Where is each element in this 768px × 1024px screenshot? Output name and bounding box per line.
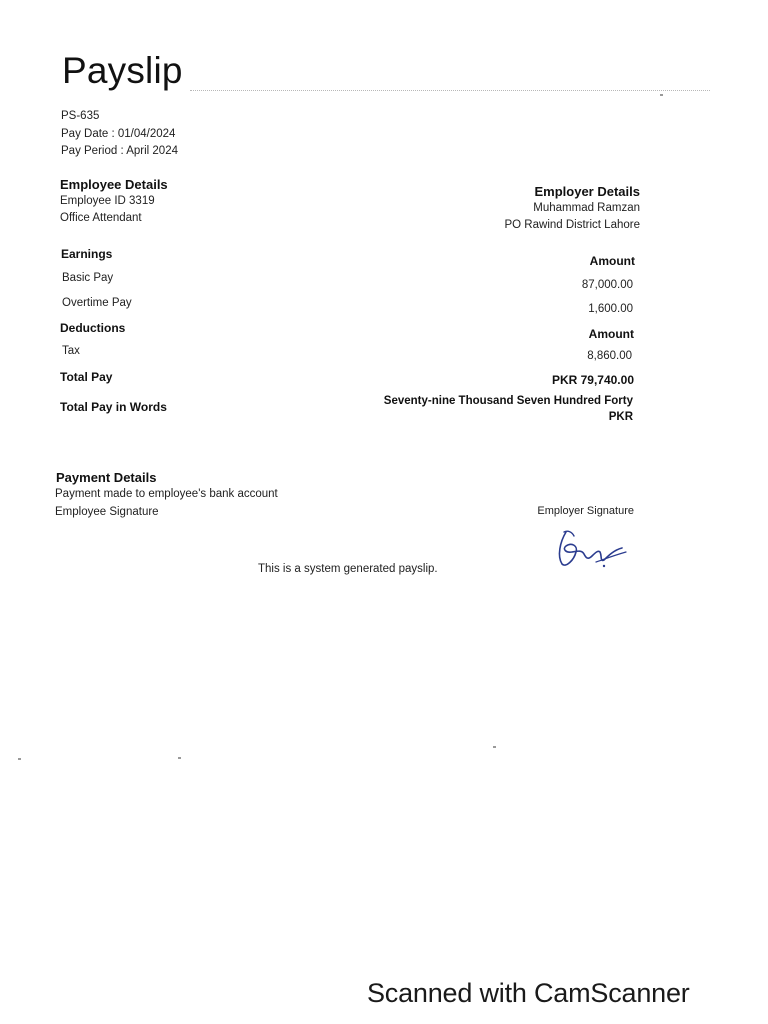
- total-pay-label: Total Pay: [60, 370, 113, 384]
- scan-speck: [660, 94, 663, 96]
- employee-details-heading: Employee Details: [60, 177, 168, 192]
- employer-signature-mark: [552, 522, 632, 572]
- payment-details-heading: Payment Details: [56, 470, 157, 485]
- employer-address: PO Rawind District Lahore: [504, 219, 640, 231]
- system-generated-note: This is a system generated payslip.: [258, 563, 438, 575]
- earning-amount-basic-pay: 87,000.00: [581, 279, 633, 291]
- total-pay-words-line1: Seventy-nine Thousand Seven Hundred Forty: [383, 395, 633, 407]
- scan-speck: [178, 757, 181, 759]
- scan-speck: [18, 758, 21, 760]
- title-divider: [190, 90, 710, 91]
- employer-signature-label: Employer Signature: [537, 505, 634, 517]
- earnings-heading: Earnings: [61, 247, 113, 261]
- total-pay-value: PKR 79,740.00: [551, 373, 634, 387]
- camscanner-watermark: Scanned with CamScanner: [367, 978, 690, 1008]
- total-pay-words-line2: PKR: [608, 411, 633, 423]
- deduction-label-tax: Tax: [62, 345, 80, 357]
- earning-amount-overtime-pay: 1,600.00: [588, 303, 633, 315]
- total-pay-words-label: Total Pay in Words: [60, 400, 167, 414]
- earning-label-overtime-pay: Overtime Pay: [62, 297, 132, 309]
- pay-date: Pay Date : 01/04/2024: [61, 128, 176, 140]
- payslip-id: PS-635: [61, 110, 100, 122]
- employee-id: Employee ID 3319: [60, 195, 155, 207]
- page-title: Payslip: [62, 50, 183, 91]
- employer-name: Muhammad Ramzan: [533, 202, 640, 214]
- deduction-amount-tax: 8,860.00: [587, 350, 632, 362]
- payment-method-text: Payment made to employee's bank account: [55, 488, 278, 500]
- employee-position: Office Attendant: [60, 212, 142, 224]
- scan-speck: [493, 746, 496, 748]
- employer-details-heading: Employer Details: [534, 184, 640, 199]
- pay-period: Pay Period : April 2024: [61, 145, 178, 157]
- deductions-amount-heading: Amount: [588, 327, 634, 341]
- employee-signature-label: Employee Signature: [55, 506, 159, 518]
- earning-label-basic-pay: Basic Pay: [62, 272, 114, 284]
- earnings-amount-heading: Amount: [589, 254, 635, 268]
- deductions-heading: Deductions: [60, 321, 126, 335]
